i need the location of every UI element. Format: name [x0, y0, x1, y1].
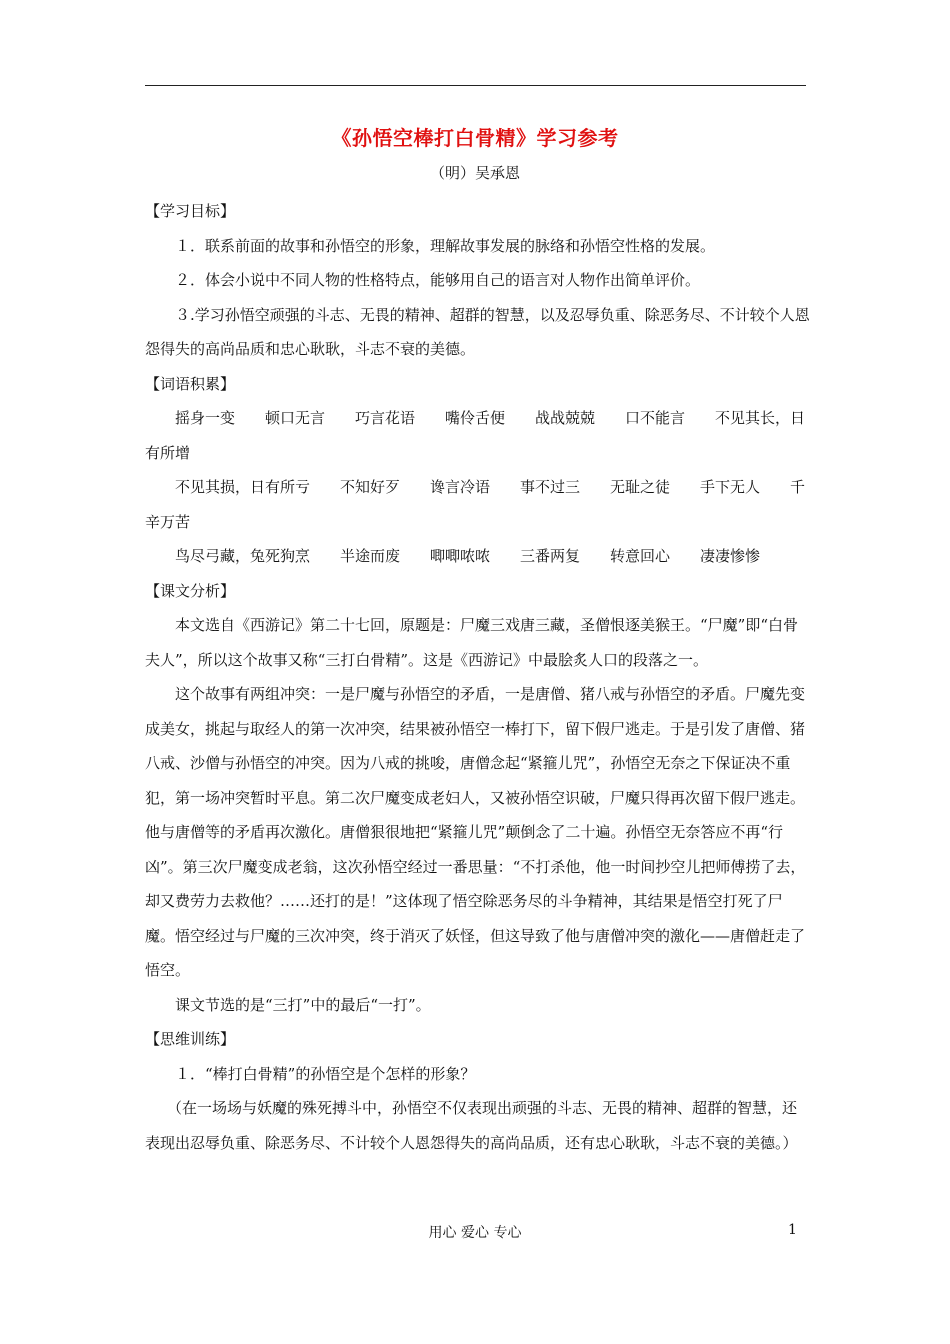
- thinking-answer: （在一场场与妖魔的殊死搏斗中，孙悟空不仅表现出顽强的斗志、无畏的精神、超群的智慧，还表现出忍辱负重、除恶务尽、不计较个人恩怨得失的高尚品质，还有忠心耿耿，斗志不衰的美德。）: [145, 1099, 798, 1152]
- footer-motto: 用心 爱心 专心: [428, 1225, 522, 1241]
- thinking-question: １．“棒打白骨精”的孙悟空是个怎样的形象？: [175, 1064, 476, 1083]
- page-number: 1: [788, 1222, 797, 1238]
- goal-item: ３.学习孙悟空顽强的斗志、无畏的精神、超群的智慧，以及忍辱负重、除恶务尽、不计较个人恩怨得失的高尚品质和忠心耿耿，斗志不衰的美德。: [145, 305, 810, 358]
- analysis-paragraph: 这个故事有两组冲突：一是尸魔与孙悟空的矛盾，一是唐僧、猪八戒与孙悟空的矛盾。尸魔先变成美女，挑起与取经人的第一次冲突，结果被孙悟空一棒打下，留下假尸逃走。于是引发了唐僧、猪八戒、沙僧与孙悟空的冲突。因为八戒的挑唆，唐僧念起“紧箍儿咒”，孙悟空无奈之下保证决不重犯，第一场冲突暂时平息。第二次尸魔变成老妇人，又被孙悟空识破，尸魔只得再次留下假尸逃走。他与唐僧等的矛盾再次激化。唐僧狠很地把“紧箍儿咒”颠倒念了二十遍。孙悟空无奈答应不再“行凶”。第三次尸魔变成老翁，这次孙悟空经过一番思量：“不打杀他，他一时间抄空儿把师傅捞了去，却又费劳力去救他？……还打的是！”这体现了悟空除恶务尽的斗争精神，其结果是悟空打死了尸魔。悟空经过与尸魔的三次冲突，终于消灭了妖怪，但这导致了他与唐僧冲突的激化——唐僧赶走了悟空。: [145, 685, 806, 979]
- vocab-line: 鸟尽弓藏，兔死狗烹 半途而废 唧唧哝哝 三番两复 转意回心 凄凄惨惨: [175, 547, 761, 565]
- analysis-paragraph: 课文节选的是“三打”中的最后“一打”。: [175, 995, 431, 1014]
- section-heading-vocab: 【词语积累】: [145, 374, 236, 393]
- section-heading-analysis: 【课文分析】: [145, 581, 236, 600]
- analysis-paragraph: 本文选自《西游记》第二十七回，原题是：尸魔三戏唐三藏，圣僧恨逐美猴王。“尸魔”即“白骨夫人”，所以这个故事又称“三打白骨精”。这是《西游记》中最脍炙人口的段落之一。: [145, 616, 799, 669]
- vocab-line: 摇身一变 顿口无言 巧言花语 嘴伶舌便 战战兢兢 口不能言 不见其长，日有所增: [145, 409, 806, 462]
- document-title: 《孙悟空棒打白骨精》学习参考: [331, 126, 619, 150]
- header-rule: [145, 85, 806, 86]
- vocab-line: 不见其损，日有所亏 不知好歹 谗言冷语 事不过三 无耻之徒 手下无人 千辛万苦: [145, 478, 806, 531]
- section-heading-goals: 【学习目标】: [145, 202, 236, 220]
- section-heading-thinking: 【思维训练】: [145, 1030, 236, 1048]
- document-body: [145, 194, 810, 1160]
- document-author: （明）吴承恩: [429, 164, 520, 182]
- goal-item: １．联系前面的故事和孙悟空的形象，理解故事发展的脉络和孙悟空性格的发展。: [175, 236, 716, 255]
- goal-item: ２．体会小说中不同人物的性格特点，能够用自己的语言对人物作出简单评价。: [175, 271, 701, 289]
